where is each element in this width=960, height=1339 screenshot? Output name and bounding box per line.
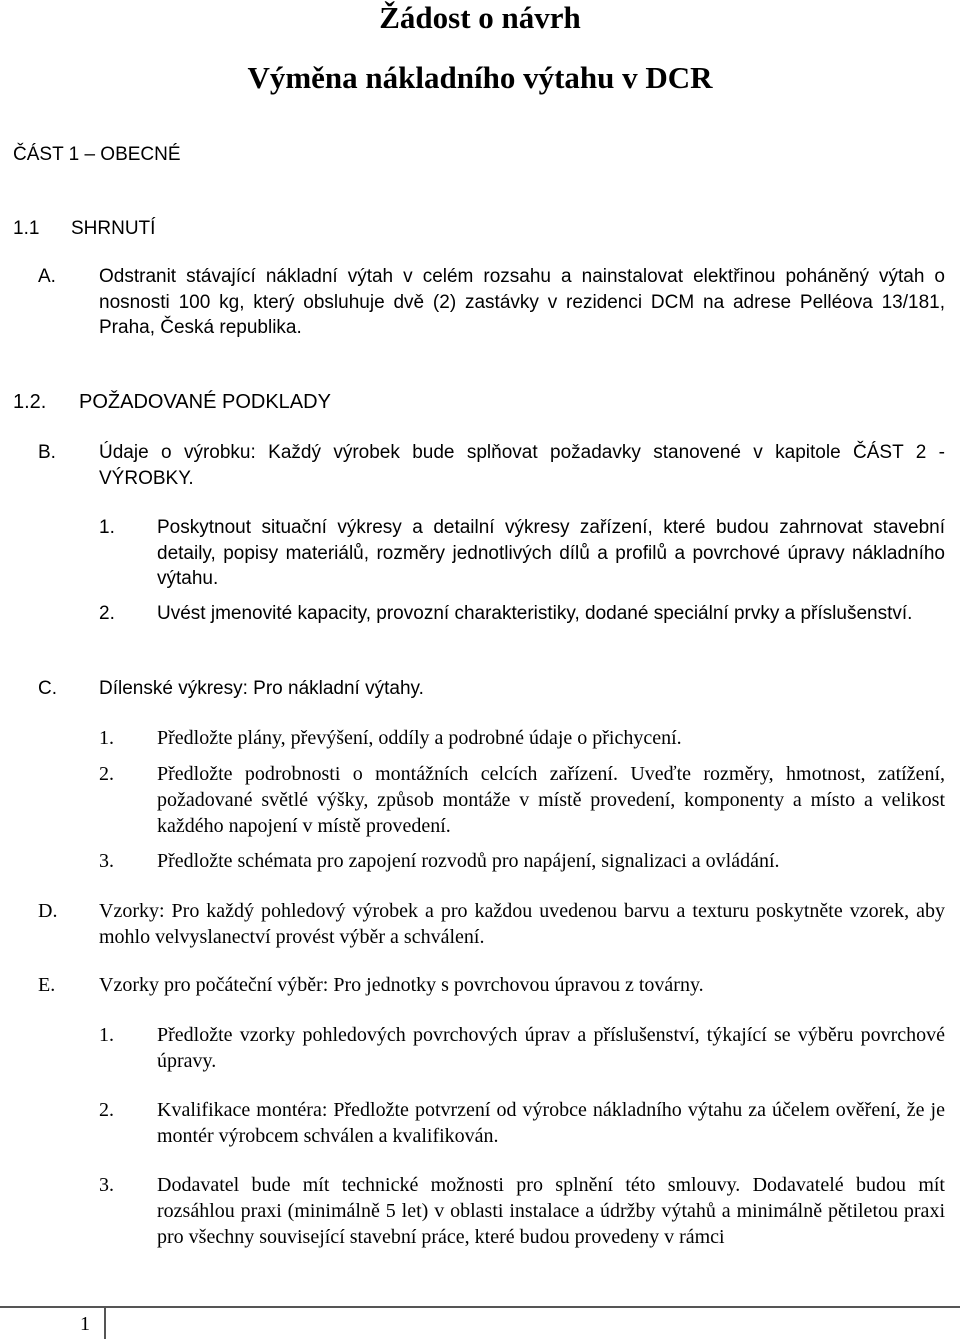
section-number-1-2: 1.2. — [13, 391, 47, 413]
item-b-letter: B. — [38, 442, 56, 463]
item-b-sub1-text: Poskytnout situační výkresy a detailní výkresy zařízení, které budou zahrnovat stavební detaily, popisy materiálů, rozměry jednotlivých dílů a profilů a povrchové úpravy nákladního výtahu. — [157, 517, 945, 589]
document-subtitle: Výměna nákladního výtahu v DCR — [247, 60, 713, 95]
item-b-sub1-number: 1. — [99, 517, 115, 538]
item-e-text: Vzorky pro počáteční výběr: Pro jednotky s povrchovou úpravou z továrny. — [99, 974, 704, 996]
page-number: 1 — [80, 1313, 90, 1335]
item-a-text: Odstranit stávající nákladní výtah v celém rozsahu a nainstalovat elektřinou poháněný výtah o nosnosti 100 kg, který obsluhuje dvě (2) zastávky v rezidenci DCM na adrese Pelléova 13/181, Praha, Česká republika. — [99, 266, 945, 338]
item-e-sub2-text: Kvalifikace montéra: Předložte potvrzení od výrobce nákladního výtahu za účelem ověření, že je montér výrobcem schválen a kvalifikován. — [157, 1099, 945, 1147]
part-heading: ČÁST 1 – OBECNÉ — [13, 144, 181, 165]
item-e-sub1-number: 1. — [99, 1024, 114, 1046]
item-e-sub1-text: Předložte vzorky pohledových povrchových úprav a příslušenství, týkající se výběru povrchové úpravy. — [157, 1024, 945, 1072]
page-number-divider — [104, 1308, 106, 1339]
item-c-sub2-number: 2. — [99, 763, 114, 785]
item-d-letter: D. — [38, 900, 58, 922]
item-c-sub3-text: Předložte schémata pro zapojení rozvodů pro napájení, signalizaci a ovládání. — [157, 850, 780, 872]
document-title: Žádost o návrh — [379, 0, 581, 35]
item-a-letter: A. — [38, 266, 56, 287]
item-c-sub1-text: Předložte plány, převýšení, oddíly a podrobné údaje o přichycení. — [157, 727, 682, 749]
item-e-sub3-text: Dodavatel bude mít technické možnosti pro splnění této smlouvy. Dodavatelé budou mít rozsáhlou praxi (minimálně 5 let) v oblasti instalace a údržby výtahů a minimálně pětiletou praxi pro všechny související stavební práce, které budou provedeny v rámci — [157, 1174, 945, 1248]
item-e-sub2-number: 2. — [99, 1099, 114, 1121]
item-c-sub1-number: 1. — [99, 727, 114, 749]
item-c-sub3-number: 3. — [99, 850, 114, 872]
item-c-text: Dílenské výkresy: Pro nákladní výtahy. — [99, 678, 424, 699]
item-b-sub2-number: 2. — [99, 603, 115, 624]
item-b-text: Údaje o výrobku: Každý výrobek bude splňovat požadavky stanovené v kapitole ČÁST 2 - VÝROBKY. — [99, 442, 945, 489]
item-b-sub2-text: Uvést jmenovité kapacity, provozní charakteristiky, dodané speciální prvky a příslušenství. — [157, 603, 913, 624]
item-c-letter: C. — [38, 678, 57, 699]
item-c-sub2-text: Předložte podrobnosti o montážních celcích zařízení. Uveďte rozměry, hmotnost, zatížení, požadované světlé výšky, způsob montáže v místě provedení, komponenty a místo a velikost každého napojení v místě provedení. — [157, 763, 945, 837]
section-title-summary: SHRNUTÍ — [71, 218, 156, 239]
item-e-letter: E. — [38, 974, 56, 996]
section-title-required-documents: POŽADOVANÉ PODKLADY — [79, 391, 331, 413]
item-d-text: Vzorky: Pro každý pohledový výrobek a pro každou uvedenou barvu a texturu poskytněte vzorek, aby mohlo velvyslanectví provést výběr a schválení. — [99, 900, 945, 948]
footer-rule — [0, 1306, 960, 1308]
section-number-1-1: 1.1 — [13, 218, 40, 239]
item-e-sub3-number: 3. — [99, 1174, 114, 1196]
